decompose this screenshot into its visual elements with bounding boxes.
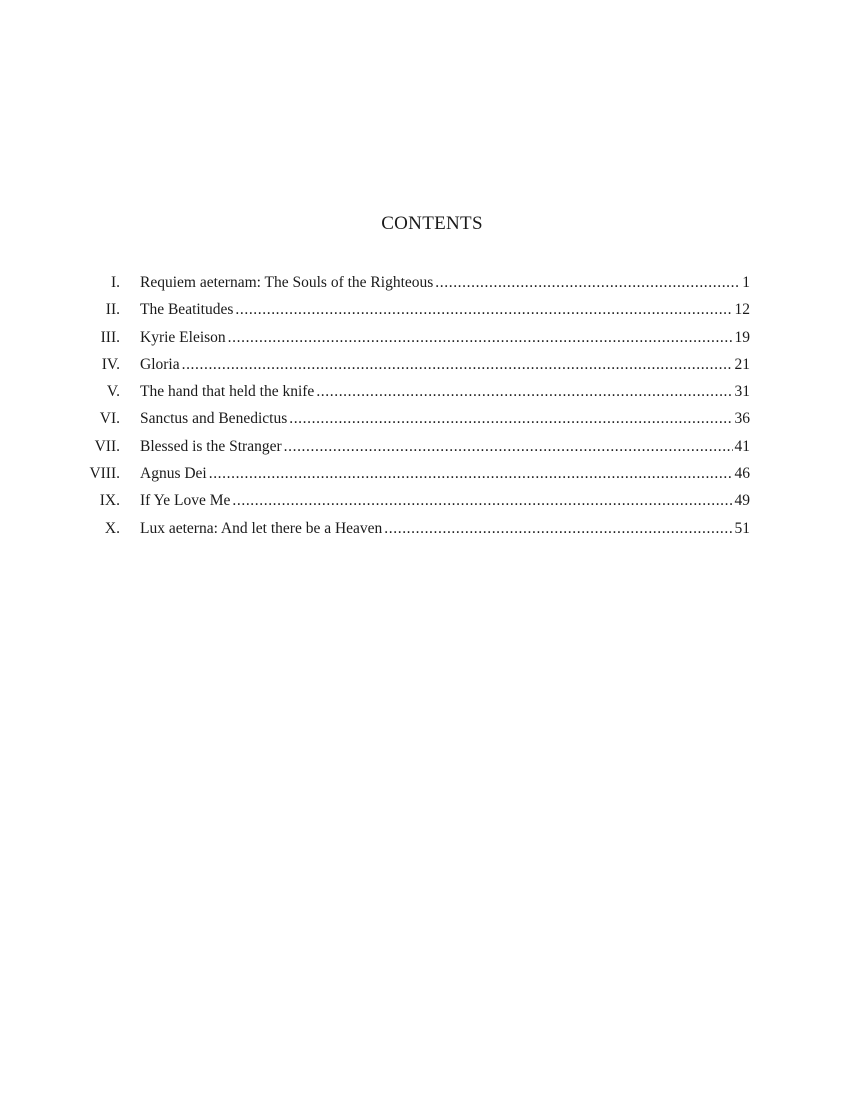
entry-page-number: 36 (734, 410, 750, 428)
toc-entry (70, 272, 750, 299)
entry-numeral: X. (104, 519, 120, 537)
toc-entry (70, 518, 750, 545)
toc-entry (70, 381, 750, 408)
entry-numeral: II. (105, 301, 120, 319)
page-title: CONTENTS (381, 213, 483, 234)
entry-page-number: 49 (734, 492, 750, 510)
entry-title: Requiem aeternam: The Souls of the Righteous (140, 274, 434, 291)
entry-page-number: 21 (734, 355, 750, 373)
table-of-contents (70, 272, 750, 545)
entry-numeral: III. (100, 328, 120, 346)
entry-title: The hand that held the knife (140, 383, 315, 401)
toc-entry (70, 327, 750, 354)
entry-title: If Ye Love Me (140, 492, 231, 510)
toc-entry (70, 408, 750, 435)
toc-entry (70, 463, 750, 490)
entry-page-number: 51 (734, 519, 750, 537)
entry-title: Gloria (140, 355, 180, 373)
dot-leader (209, 463, 733, 485)
dot-leader (228, 327, 733, 349)
entry-numeral: V. (106, 383, 120, 401)
dot-leader (316, 381, 732, 403)
dot-leader (435, 272, 740, 294)
entry-title: Lux aeterna: And let there be a Heaven (140, 519, 383, 537)
dot-leader (182, 354, 733, 376)
toc-entry (70, 354, 750, 381)
entry-title: The Beatitudes (140, 301, 234, 319)
entry-numeral: IX. (99, 492, 120, 510)
entry-title: Kyrie Eleison (140, 328, 226, 346)
entry-title: Sanctus and Benedictus (140, 410, 288, 428)
dot-leader (289, 408, 732, 430)
toc-entry (70, 436, 750, 463)
entry-numeral: VII. (94, 437, 120, 455)
entry-page-number: 1 (742, 274, 750, 291)
entry-page-number: 19 (734, 328, 750, 346)
entry-page-number: 12 (734, 301, 750, 319)
entry-numeral: IV. (101, 355, 120, 373)
entry-page-number: 31 (734, 383, 750, 401)
entry-page-number: 46 (734, 465, 750, 483)
entry-numeral: I. (110, 274, 120, 291)
toc-entry (70, 490, 750, 517)
entry-title: Agnus Dei (140, 465, 207, 483)
toc-entry (70, 299, 750, 326)
dot-leader (232, 490, 732, 512)
dot-leader (284, 436, 733, 458)
dot-leader (384, 518, 732, 540)
dot-leader (235, 299, 732, 321)
entry-numeral: VI. (99, 410, 120, 428)
entry-numeral: VIII. (89, 465, 120, 483)
entry-title: Blessed is the Stranger (140, 437, 282, 455)
entry-page-number: 41 (734, 437, 750, 455)
